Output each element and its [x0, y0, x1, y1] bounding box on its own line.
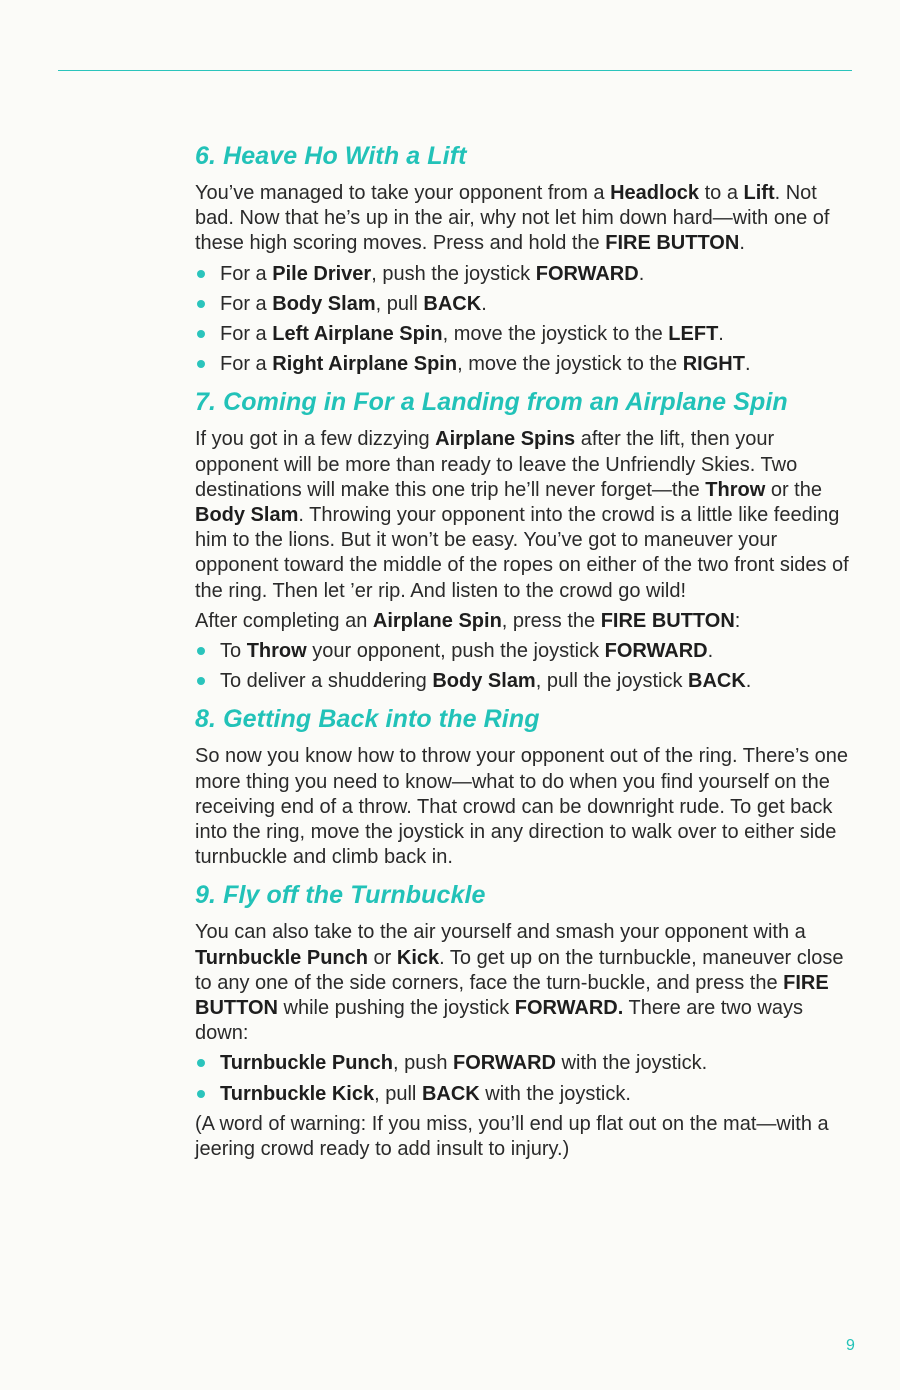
text-run: , push the joystick	[371, 262, 536, 285]
text-run: .	[718, 323, 724, 346]
bullet-item	[195, 322, 855, 347]
bold-term: FIRE BUTTON	[600, 609, 735, 632]
bullet-list	[195, 1051, 855, 1106]
bold-term: BACK	[421, 1082, 480, 1105]
text-run: . To get up on the turnbuckle, maneuver close to any one of the side corners, face the turn-buckle, and press the	[195, 946, 844, 994]
text-run: with the joystick.	[479, 1082, 631, 1105]
text-run: You’ve managed to take your opponent from a	[195, 182, 611, 204]
text-run: , press the	[501, 609, 601, 632]
text-run: After completing an	[195, 609, 373, 632]
bold-term: Headlock	[610, 182, 700, 204]
bold-term: Airplane Spin	[372, 609, 502, 632]
bullet-dot-icon	[197, 677, 205, 685]
bullet-list	[195, 639, 855, 694]
text-run: If you got in a few dizzying	[195, 428, 436, 451]
text-run: To deliver a shuddering	[220, 670, 433, 693]
bold-term: FIRE BUTTON	[195, 971, 829, 1020]
bullet-item	[195, 352, 855, 377]
bold-term: BACK	[423, 292, 482, 315]
body-paragraph	[195, 744, 855, 870]
section-1	[195, 137, 855, 377]
bullet-list	[195, 262, 855, 378]
bold-term: FORWARD	[535, 262, 639, 285]
text-run: .	[739, 232, 745, 255]
bold-term: FIRE BUTTON	[605, 232, 740, 255]
bullet-item	[195, 669, 855, 694]
text-run: .	[481, 292, 487, 315]
bold-term: LEFT	[668, 323, 719, 346]
section-heading: 6. Heave Ho With a Lift	[195, 142, 467, 170]
bold-term: Turnbuckle Kick	[220, 1082, 375, 1105]
body-paragraph	[195, 181, 855, 257]
text-run: or the	[765, 478, 822, 501]
text-run: , move the joystick to the	[457, 353, 683, 376]
text-run: You can also take to the air yourself and smash your opponent with a	[195, 921, 806, 944]
text-run: or	[367, 946, 397, 969]
text-run: , pull	[375, 292, 424, 315]
bold-term: RIGHT	[682, 353, 745, 376]
bullet-item	[195, 292, 855, 317]
bullet-dot-icon	[197, 647, 205, 655]
text-run: , pull the joystick	[535, 670, 689, 693]
text-run: So now you know how to throw your opponent out of the ring. There’s one more thing you need to know—what to do when you find yourself on the receiving end of a throw. That crowd can be downright rude. To get back into the ring, move the joystick in any direction to walk over to either side turnbuckle and climb back in.	[195, 745, 849, 869]
bold-term: Body Slam	[195, 504, 299, 527]
bullet-item	[195, 1082, 855, 1107]
bold-term: Turnbuckle Punch	[220, 1052, 393, 1075]
text-run: to a	[699, 182, 744, 204]
bold-term: Airplane Spins	[435, 428, 576, 451]
bullet-dot-icon	[197, 270, 205, 278]
bullet-item	[195, 1051, 855, 1076]
text-run: For a	[220, 323, 273, 346]
section-2	[195, 383, 855, 694]
closing-paragraph	[195, 1112, 855, 1162]
text-run: .	[744, 353, 751, 376]
section-heading: 9. Fly off the Turnbuckle	[195, 881, 486, 910]
bold-term: Right Airplane Spin	[272, 353, 458, 376]
bold-term: Lift	[743, 182, 775, 204]
body-paragraph	[195, 920, 855, 1046]
bullet-item	[195, 639, 855, 664]
bold-term: FORWARD	[604, 640, 708, 663]
bold-term: FORWARD.	[514, 997, 624, 1020]
text-run: .	[638, 262, 645, 285]
section-heading: 7. Coming in For a Landing from an Airplane Spin	[195, 388, 788, 417]
text-run: To	[220, 640, 247, 663]
bullet-dot-icon	[197, 300, 205, 308]
body-paragraph	[195, 609, 855, 634]
text-run: your opponent, push the joystick	[306, 640, 605, 663]
bold-term: Body Slam	[432, 670, 536, 693]
text-run: For a	[220, 353, 273, 376]
text-run: There are two ways down:	[195, 997, 803, 1045]
text-run: , push	[392, 1052, 454, 1075]
bullet-dot-icon	[197, 330, 205, 338]
bold-term: Pile Driver	[272, 262, 372, 285]
body-paragraph	[195, 427, 855, 603]
text-run: For a	[220, 292, 273, 315]
text-run: . Not bad. Now that he’s up in the air, why not let him down hard—with one of these high scoring moves. Press and hold the	[195, 182, 830, 255]
text-run: . Throwing your opponent into the crowd is a little like feeding him to the lions. But it won’t be easy. You’ve got to maneuver your opponent toward the middle of the ropes on either of the two front sides of the ring. Then let ’er rip. And listen to the crowd go wild!	[195, 504, 849, 602]
bold-term: FORWARD	[453, 1052, 556, 1075]
text-run: (A word of warning: If you miss, you’ll end up flat out on the mat—with a jeering crowd ready to add insult to injury.)	[195, 1112, 829, 1161]
page-content	[195, 137, 855, 1168]
text-run: after the lift, then your opponent will be more than ready to leave the Unfriendly Skies. Two destinations will make this one trip he’ll never forget—the	[195, 428, 798, 501]
bold-term: Throw	[246, 640, 307, 663]
bullet-dot-icon	[197, 1090, 205, 1098]
bold-term: Left Airplane Spin	[272, 323, 443, 346]
bullet-dot-icon	[197, 360, 205, 368]
bold-term: Turnbuckle Punch	[195, 946, 368, 969]
bold-term: Throw	[705, 478, 766, 501]
text-run: For a	[220, 262, 273, 285]
section-heading: 8. Getting Back into the Ring	[195, 705, 540, 734]
bold-term: BACK	[688, 670, 746, 693]
text-run: .	[745, 670, 752, 693]
text-run: :	[734, 609, 741, 632]
bold-term: Kick	[396, 946, 440, 969]
bullet-dot-icon	[197, 1059, 205, 1067]
section-4	[195, 876, 855, 1162]
text-run: , move the joystick to the	[442, 323, 669, 346]
text-run: , pull	[374, 1082, 422, 1105]
text-run: with the joystick.	[556, 1052, 708, 1075]
text-run: .	[707, 640, 714, 663]
bold-term: Body Slam	[272, 292, 376, 315]
bullet-item	[195, 262, 855, 287]
text-run: while pushing the joystick	[277, 997, 515, 1020]
section-3	[195, 700, 855, 870]
page-number: 9	[846, 1337, 855, 1354]
top-rule	[58, 70, 852, 71]
